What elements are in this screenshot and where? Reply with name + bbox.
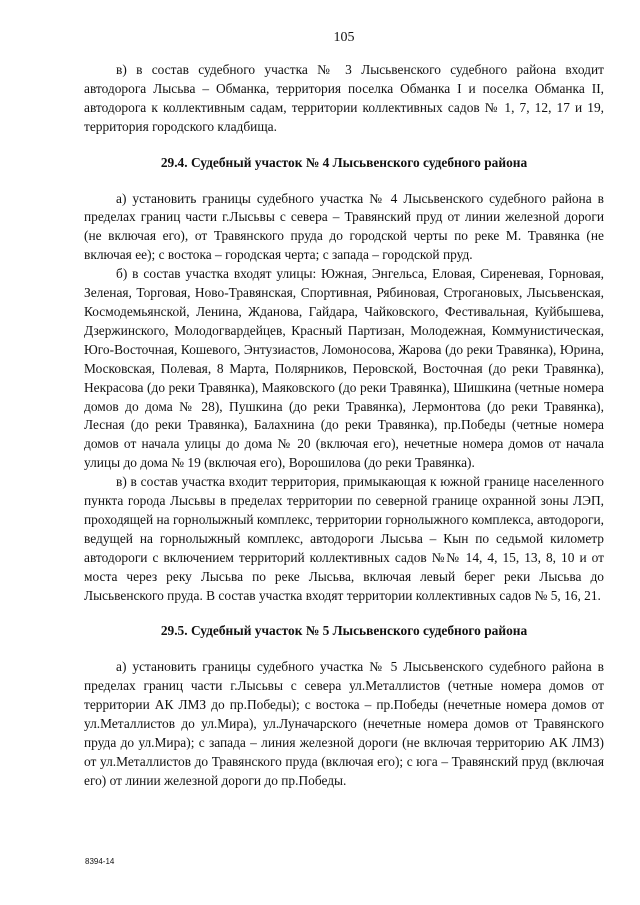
document-page bbox=[84, 0, 604, 905]
paragraph-district-4-item-a: а) установить границы судебного участка № 4 Лысьвенского судебного района в пределах границ части г.Лысьвы с севера – Травянский пруд от линии железной дороги (не включая его), от Травянского пруда до городской черты по реке М. Травянка (не включая ее); с востока – городская черта; с запада – городской пруд. bbox=[84, 190, 604, 263]
section-heading-29-5: 29.5. Судебный участок № 5 Лысьвенского судебного района bbox=[160, 623, 528, 639]
page-number: 105 bbox=[333, 30, 355, 45]
footer-document-code: 8394-14 bbox=[85, 857, 115, 866]
section-heading-29-4: 29.4. Судебный участок № 4 Лысьвенского судебного района bbox=[160, 154, 528, 170]
paragraph-district-5-item-a: а) установить границы судебного участка № 5 Лысьвенского судебного района в пределах границ части г.Лысьвы с севера ул.Металлистов (четные номера домов от территории АК ЛМЗ до пр.Победы); с востока – пр.Победы (нечетные номера домов от ул.Металлистов до ул.Мира), ул.Луначарского (нечетные номера домов от Травянского пруда до ул.Мира); с запада – линия железной дороги (не включая территорию АК ЛМЗ) от ул.Металлистов до Травянского пруда (включая его); с юга – Травянский пруд (включая его) от линии железной дороги до пр.Победы. bbox=[84, 659, 604, 788]
paragraph-district-4-item-v: в) в состав участка входит территория, примыкающая к южной границе населенного пункта города Лысьвы в пределах территории по северной границе охранной зоны ЛЭП, проходящей на горнолыжный комплекс, территории горнолыжного комплекса, автодороги, ведущей на горнолыжный комплекс, автодороги Лысьва – Кын по седьмой километр автодороги с включением территорий коллективных садов №№ 14, 4, 15, 13, 8, 10 и от моста через реку Лысьва по реке Лысьва, включая левый берег реки Лысьва до Лысьвенского пруда. В состав участка входят территории коллективных садов № 5, 16, 21. bbox=[84, 474, 604, 603]
paragraph-district-4-item-b: б) в состав участка входят улицы: Южная, Энгельса, Еловая, Сиреневая, Горновая, Зеленая, Торговая, Ново-Травянская, Спортивная, Рябиновая, Строгановых, Лысьвенская, Космодемьянской, Ленина, Жданова, Гайдара, Чайковского, Фестивальная, Куйбышева, Дзержинского, Молодогвардейцев, Красный Партизан, Молодежная, Коммунистическая, Юго-Восточная, Кошевого, Энтузиастов, Ломоносова, Жарова (до реки Травянка), Юрина, Московская, Полевая, 8 Марта, Полярников, Перовской, Восточная (до реки Травянка), Некрасова (до реки Травянка), Маяковского (до реки Травянка), Шишкина (четные номера домов до дома № 28), Пушкина (до реки Травянка), Лермонтова (до реки Травянка), Лесная (до реки Травянка), Балахнина (до реки Травянка), пр.Победы (четные номера домов от начала улицы до дома № 20 (включая его), нечетные номера домов от начала улицы до дома № 19 (включая его), Ворошилова (до реки Травянка). bbox=[84, 266, 604, 471]
document-body bbox=[84, 61, 604, 791]
paragraph-district-3-item-v: в) в состав судебного участка № 3 Лысьвенского судебного района входит автодорога Лысьва – Обманка, территория поселка Обманка I и поселка Обманка II, автодорога к коллективным садам, территории коллективных садов № 1, 7, 12, 17 и 19, территория городского кладбища. bbox=[84, 62, 604, 134]
